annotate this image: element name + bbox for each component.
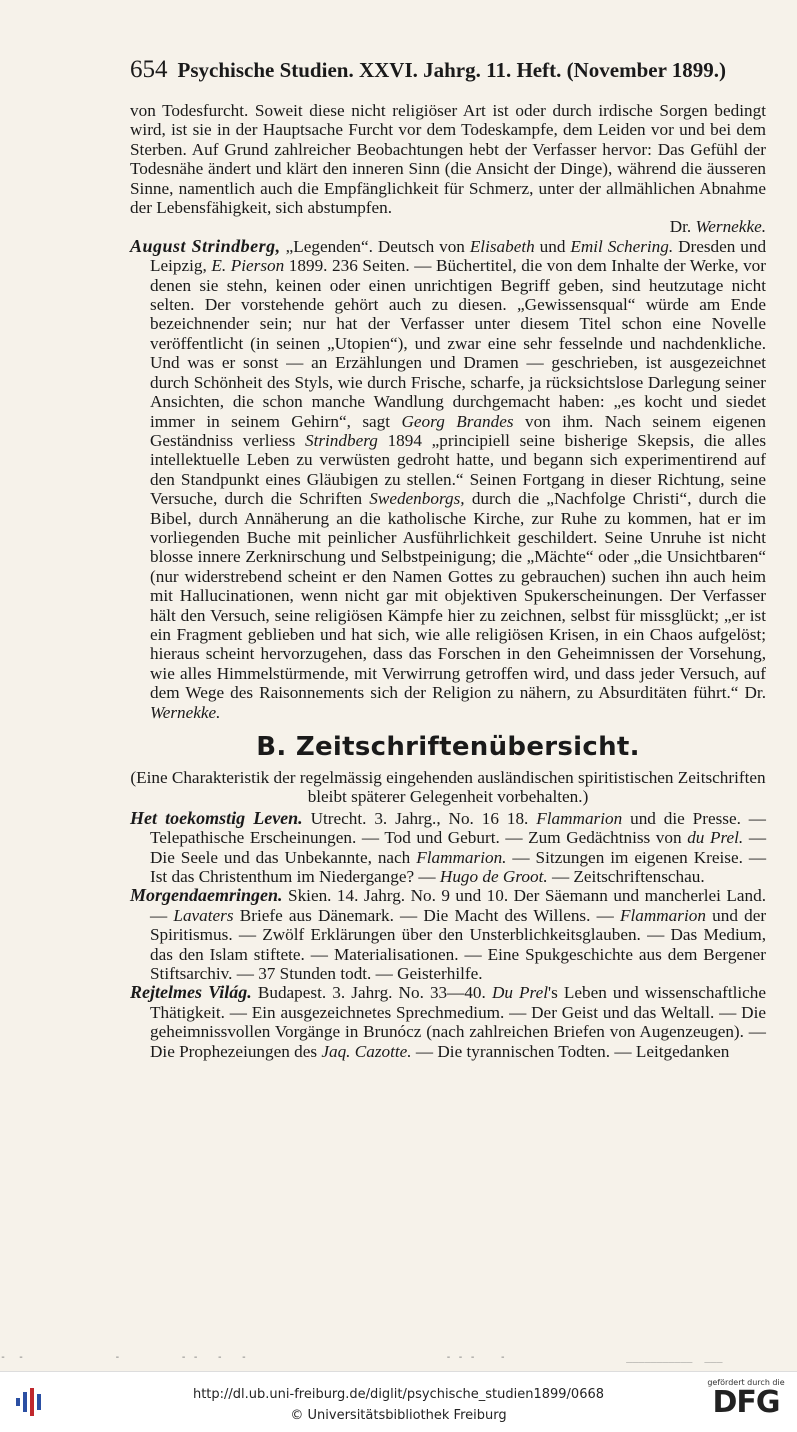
review-continuation: von Todesfurcht. Soweit diese nicht religiöser Art ist oder durch irdische Sorgen bedingt wird, ist sie in der Hauptsache Furcht vor dem Todeskampfe, dem Leiden vor und bei dem Sterben. Auf Grund zahlreicher Beobachtungen hebt der Verfasser hervor: Das Gefühl der Todesnähe ändert und klärt den inneren Sinn (die Ansicht der Dinge), während die äusseren Sinne, namentlich auch die Empfänglichkeit für Schmerz, unter der allmählichen Abnahme der Lebensfähigkeit, sich abstumpfen. [130,101,766,218]
review-signature: Dr. Wernekke. [669,217,766,237]
journal-name: Het toekomstig Leven. [130,807,303,828]
journal-name: Morgendaemringen. [130,885,283,906]
journal-entry: Rejtelmes Világ. Budapest. 3. Jahrg. No. 33—40. Du Prel's Leben und wissenschaftliche Thätigkeit. — Ein ausgezeichnetes Sprechmedium. — Der Geist und das Weltall. — Die geheimnissvollen Vorgänge in Brunócz (nach zahlreichen Briefen von Augenzeugen). — Die Prophezeiungen des Jaq. Cazotte. — Die tyrannischen Todten. — Leitgedanken [130,982,767,1061]
page-number: 654 [130,56,168,83]
source-url[interactable]: http://dl.ub.uni-freiburg.de/diglit/psychische_studien1899/0668 [192,1387,605,1402]
section-note: (Eine Charakteristik der regelmässig eingehenden ausländischen spiritistischen Zeitschriften bleibt späterer Gelegenheit vorbehalten.) [130,768,766,807]
section-title: B. Zeitschriftenübersicht. [256,732,640,762]
viewer-footer [0,1371,797,1432]
running-title: Psychische Studien. XXVI. Jahrg. 11. Heft. (November 1899.) [177,58,727,82]
copyright-notice: © Universitätsbibliothek Freiburg [290,1408,507,1423]
running-header [130,56,770,84]
journal-name: Rejtelmes Világ. [130,982,252,1003]
journal-entry: Morgendaemringen. Skien. 14. Jahrg. No. 9 und 10. Der Säemann und mancherlei Land. — Lavaters Briefe aus Dänemark. — Die Macht des Willens. — Flammarion und der Spiritismus. — Zwölf Erklärungen über den Unsterblichkeitsglauben. — Das Medium, das den Islam stiftete. — Materialisationen. — Eine Spukgeschichte aus dem Bergener Stiftsarchiv. — 37 Stunden todt. — Geisterhilfe. [130,885,767,984]
review-author: August Strindberg, [130,235,281,256]
dfg-logo: gefördert durch die DFG [707,1378,785,1420]
scan-edge-marks: - - - - - - - - - - - ___________ ___ [0,1352,747,1363]
journal-entry: Het toekomstig Leven. Utrecht. 3. Jahrg., No. 16 18. Flammarion und die Presse. — Telepathische Erscheinungen. — Tod und Geburt. — Zum Gedächtniss von du Prel. — Die Seele und das Unbekannte, nach Flammarion. — Sitzungen im eigenen Kreise. — Ist das Christenthum im Niedergange? — Hugo de Groot. — Zeitschriftenschau. [130,807,767,887]
page-body [130,101,766,1061]
review-strindberg: August Strindberg, „Legenden“. Deutsch von Elisabeth und Emil Schering. Dresden und Leipzig, E. Pierson 1899. 236 Seiten. — Büchertitel, die von dem Inhalte der Werke, vor denen sie stehn, keinen oder einen unrichtigen Begriff geben, sind heutzutage nicht selten. Der vorstehende gehört auch zu diesen. „Gewissensqual“ würde am Ende bezeichnender sein; nur hat der Verfasser unter diesem Titel schon eine Novelle veröffentlicht (in seinen „Utopien“), und zwar eine sehr fesselnde und nachdenkliche. Und was er sonst — an Erzählungen und Dramen — geschrieben, ist ausgezeichnet durch Schönheit des Styls, wie durch Frische, scharfe, ja rücksichtslose Darlegung seiner Ansichten, die schon manche Wandlung durchgemacht haben: „es kocht und siedet immer in seinem Gehirn“, sagt Georg Brandes von ihm. Nach seinem eigenen Geständniss verliess Strindberg 1894 „principiell seine bisherige Skepsis, die alles intellektuelle Leben zu verwüsten gedroht hatte, und begann sich experimentirend auf den Standpunkt eines Gläubigen zu stellen.“ Seinen Fortgang in dieser Richtung, seine Versuche, durch die Schriften Swedenborgs, durch die „Nachfolge Christi“, durch die Bibel, durch Annäherung an die katholische Kirche, zur Ruhe zu kommen, hat er im vorliegenden Buche mit peinlicher Ausführlichkeit geschildert. Seine Unruhe ist nicht blosse innere Zerknirschung und Selbstpeinigung; die „Mächte“ oder „die Unsichtbaren“ (nur widerstrebend scheint er den Namen Gottes zu gebrauchen) suchen ihn auch heim mit Hallucinationen, wenn nicht gar mit objektiven Spukerscheinungen. Der Verfasser hält den Versuch, seine religiösen Kämpfe hier zu zeichnen, selbst für missglückt; „er ist ein Fragment geblieben und hat sich, wie alle religiösen Krisen, in ein Chaos aufgelöst; hieraus scheint hervorzugehen, dass das Forschen in den Geheimnissen der Vorsehung, wie alles Himmelstürmende, mit Verwirrung getroffen wird, und dass jeder Versuch, auf dem Wege des Raisonnements sich der Religion zu nähern, zu Absurditäten führt.“ Dr. Wernekke. [130,235,767,722]
